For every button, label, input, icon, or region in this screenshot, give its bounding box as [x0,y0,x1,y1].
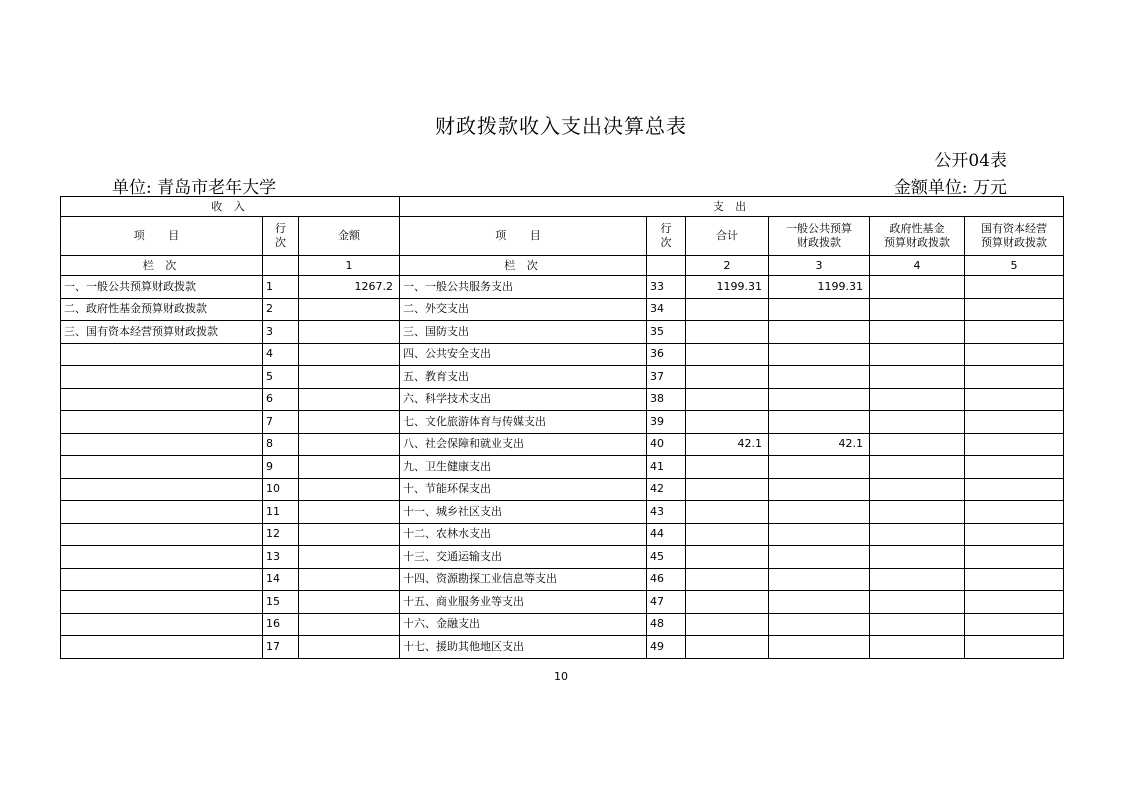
expense-line-cell: 34 [647,298,686,321]
income-line-cell: 5 [263,366,299,389]
income-amount-cell [299,366,400,389]
expense-item-cell: 十三、交通运输支出 [400,546,647,569]
gov-fund-cell [870,411,965,434]
expense-item-cell: 九、卫生健康支出 [400,456,647,479]
gov-fund-cell [870,523,965,546]
expense-line-cell: 37 [647,366,686,389]
state-capital-cell [965,321,1064,344]
total-cell [686,523,769,546]
total-cell [686,456,769,479]
state-capital-cell [965,411,1064,434]
table-row [61,433,1064,456]
total-cell [686,298,769,321]
income-item-cell [61,478,263,501]
table-row [61,456,1064,479]
state-capital-cell [965,613,1064,636]
gov-fund-cell [870,388,965,411]
header-expense-line: 行 次 [647,217,686,256]
general-budget-cell [769,478,870,501]
income-amount-cell [299,298,400,321]
income-line-cell: 2 [263,298,299,321]
table-row [61,411,1064,434]
total-cell: 1199.31 [686,276,769,299]
state-capital-cell [965,478,1064,501]
income-item-cell: 二、政府性基金预算财政拨款 [61,298,263,321]
state-capital-cell [965,276,1064,299]
total-cell [686,501,769,524]
income-item-cell [61,636,263,659]
income-item-cell [61,568,263,591]
column-label-income: 栏 次 [61,256,263,276]
income-line-cell: 8 [263,433,299,456]
column-header-row [61,217,1064,256]
expense-line-cell: 38 [647,388,686,411]
header-amount: 金额 [299,217,400,256]
state-capital-cell [965,343,1064,366]
income-line-cell: 12 [263,523,299,546]
income-amount-cell [299,478,400,501]
total-cell [686,343,769,366]
general-budget-cell [769,343,870,366]
income-line-cell: 4 [263,343,299,366]
total-cell [686,613,769,636]
general-budget-cell: 1199.31 [769,276,870,299]
expense-item-cell: 八、社会保障和就业支出 [400,433,647,456]
income-amount-cell [299,321,400,344]
column-number-empty [263,256,299,276]
expense-item-cell: 七、文化旅游体育与传媒支出 [400,411,647,434]
expense-item-cell: 十一、城乡社区支出 [400,501,647,524]
expense-item-cell: 三、国防支出 [400,321,647,344]
expense-line-cell: 43 [647,501,686,524]
header-gov-fund: 政府性基金 预算财政拨款 [870,217,965,256]
expense-item-cell: 二、外交支出 [400,298,647,321]
expense-item-cell: 十七、援助其他地区支出 [400,636,647,659]
table-row [61,343,1064,366]
income-line-cell: 7 [263,411,299,434]
state-capital-cell [965,388,1064,411]
total-cell [686,478,769,501]
column-number: 4 [870,256,965,276]
budget-table [60,196,1064,659]
income-amount-cell [299,433,400,456]
gov-fund-cell [870,591,965,614]
column-number: 3 [769,256,870,276]
expense-line-cell: 36 [647,343,686,366]
header-general-budget: 一般公共预算 财政拨款 [769,217,870,256]
state-capital-cell [965,523,1064,546]
state-capital-cell [965,433,1064,456]
income-amount-cell: 1267.2 [299,276,400,299]
gov-fund-cell [870,343,965,366]
total-cell [686,321,769,344]
income-amount-cell [299,523,400,546]
expense-line-cell: 33 [647,276,686,299]
income-item-cell: 三、国有资本经营预算财政拨款 [61,321,263,344]
general-budget-cell [769,636,870,659]
income-line-cell: 1 [263,276,299,299]
expense-line-cell: 47 [647,591,686,614]
income-line-cell: 16 [263,613,299,636]
expense-item-cell: 十五、商业服务业等支出 [400,591,647,614]
column-number-row [61,256,1064,276]
income-amount-cell [299,568,400,591]
state-capital-cell [965,501,1064,524]
income-line-cell: 11 [263,501,299,524]
income-item-cell [61,591,263,614]
expense-line-cell: 39 [647,411,686,434]
column-number: 1 [299,256,400,276]
header-total: 合计 [686,217,769,256]
page-number: 10 [554,670,568,683]
income-item-cell: 一、一般公共预算财政拨款 [61,276,263,299]
expense-line-cell: 35 [647,321,686,344]
income-amount-cell [299,456,400,479]
table-row [61,366,1064,389]
state-capital-cell [965,366,1064,389]
column-number-empty [647,256,686,276]
general-budget-cell [769,456,870,479]
expense-line-cell: 45 [647,546,686,569]
general-budget-cell [769,591,870,614]
general-budget-cell [769,411,870,434]
column-number: 5 [965,256,1064,276]
income-item-cell [61,433,263,456]
table-row [61,591,1064,614]
general-budget-cell [769,613,870,636]
state-capital-cell [965,456,1064,479]
state-capital-cell [965,568,1064,591]
section-expense: 支 出 [400,197,1064,217]
income-line-cell: 6 [263,388,299,411]
total-cell [686,636,769,659]
expense-line-cell: 48 [647,613,686,636]
table-row [61,546,1064,569]
expense-item-cell: 五、教育支出 [400,366,647,389]
form-code: 公开04表 [934,151,1007,171]
income-amount-cell [299,591,400,614]
table-row [61,478,1064,501]
expense-line-cell: 40 [647,433,686,456]
section-income: 收 入 [61,197,400,217]
table-row [61,636,1064,659]
income-line-cell: 17 [263,636,299,659]
state-capital-cell [965,298,1064,321]
gov-fund-cell [870,613,965,636]
table-row [61,613,1064,636]
general-budget-cell [769,388,870,411]
expense-item-cell: 十、节能环保支出 [400,478,647,501]
state-capital-cell [965,591,1064,614]
general-budget-cell [769,366,870,389]
expense-line-cell: 44 [647,523,686,546]
income-item-cell [61,411,263,434]
expense-item-cell: 十六、金融支出 [400,613,647,636]
expense-item-cell: 十四、资源勘探工业信息等支出 [400,568,647,591]
table-row [61,388,1064,411]
gov-fund-cell [870,366,965,389]
column-label-expense: 栏 次 [400,256,647,276]
income-line-cell: 15 [263,591,299,614]
gov-fund-cell [870,298,965,321]
gov-fund-cell [870,546,965,569]
income-amount-cell [299,636,400,659]
gov-fund-cell [870,501,965,524]
expense-item-cell: 十二、农林水支出 [400,523,647,546]
header-income-line: 行 次 [263,217,299,256]
header-income-item: 项 目 [61,217,263,256]
income-item-cell [61,366,263,389]
total-cell: 42.1 [686,433,769,456]
income-item-cell [61,613,263,636]
table-row [61,568,1064,591]
income-amount-cell [299,546,400,569]
header-state-capital: 国有资本经营 预算财政拨款 [965,217,1064,256]
table-row [61,501,1064,524]
income-amount-cell [299,613,400,636]
income-amount-cell [299,343,400,366]
gov-fund-cell [870,636,965,659]
income-item-cell [61,456,263,479]
column-number: 2 [686,256,769,276]
expense-line-cell: 49 [647,636,686,659]
gov-fund-cell [870,433,965,456]
income-line-cell: 9 [263,456,299,479]
general-budget-cell [769,523,870,546]
income-item-cell [61,546,263,569]
expense-item-cell: 一、一般公共服务支出 [400,276,647,299]
table-row [61,321,1064,344]
general-budget-cell [769,546,870,569]
total-cell [686,546,769,569]
expense-item-cell: 六、科学技术支出 [400,388,647,411]
income-line-cell: 3 [263,321,299,344]
gov-fund-cell [870,568,965,591]
income-amount-cell [299,411,400,434]
state-capital-cell [965,546,1064,569]
income-item-cell [61,501,263,524]
gov-fund-cell [870,321,965,344]
income-item-cell [61,523,263,546]
table-row [61,298,1064,321]
income-item-cell [61,388,263,411]
general-budget-cell [769,321,870,344]
income-line-cell: 14 [263,568,299,591]
expense-item-cell: 四、公共安全支出 [400,343,647,366]
income-item-cell [61,343,263,366]
gov-fund-cell [870,456,965,479]
money-unit-label: 金额单位: 万元 [893,178,1007,198]
income-amount-cell [299,501,400,524]
income-amount-cell [299,388,400,411]
gov-fund-cell [870,276,965,299]
table-row [61,523,1064,546]
general-budget-cell [769,568,870,591]
total-cell [686,591,769,614]
total-cell [686,388,769,411]
expense-line-cell: 41 [647,456,686,479]
income-line-cell: 10 [263,478,299,501]
header-expense-item: 项 目 [400,217,647,256]
total-cell [686,366,769,389]
expense-line-cell: 46 [647,568,686,591]
document-title: 财政拨款收入支出决算总表 [435,114,687,138]
section-header-row [61,197,1064,217]
state-capital-cell [965,636,1064,659]
total-cell [686,568,769,591]
unit-label: 单位: 青岛市老年大学 [112,178,277,198]
expense-line-cell: 42 [647,478,686,501]
general-budget-cell [769,501,870,524]
income-line-cell: 13 [263,546,299,569]
general-budget-cell: 42.1 [769,433,870,456]
general-budget-cell [769,298,870,321]
table-row [61,276,1064,299]
total-cell [686,411,769,434]
gov-fund-cell [870,478,965,501]
